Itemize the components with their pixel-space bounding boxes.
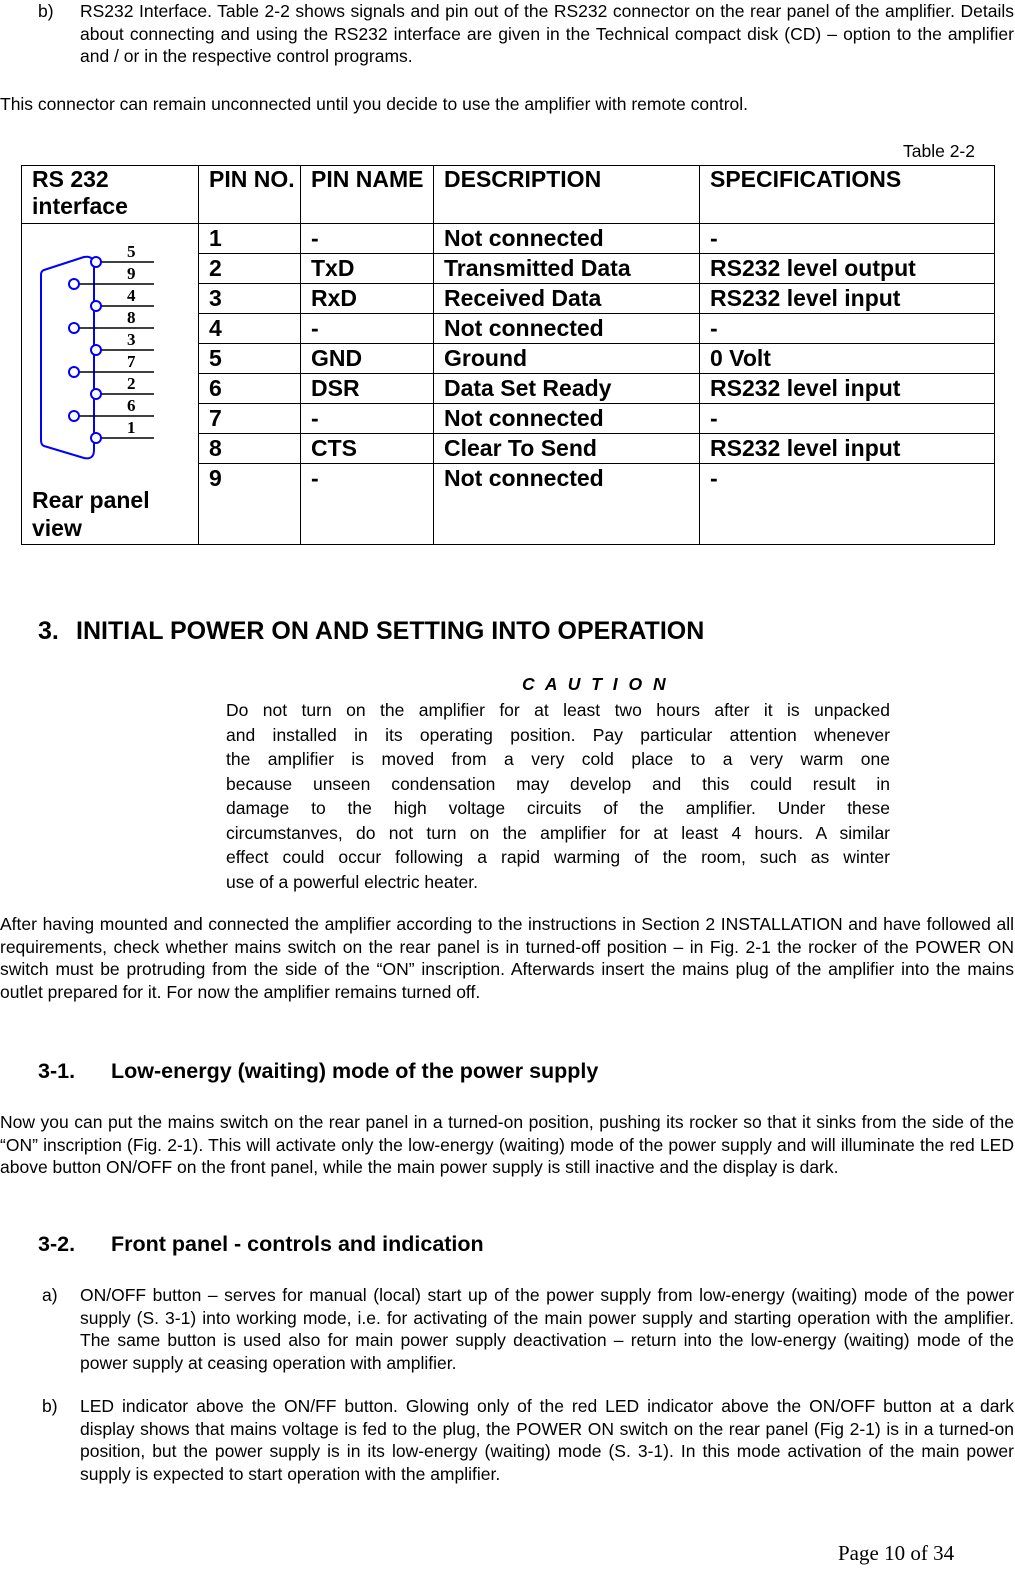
table-row — [22, 224, 995, 254]
pin-spec: RS232 level input — [700, 434, 995, 464]
pin-no: 6 — [199, 374, 301, 404]
section-3-body: After having mounted and connected the amplifier according to the instructions in Section 2 INSTALLATION and have followed all requirements, check whether mains switch on the rear panel is in turned-off position – in Fig. 2-1 the rocker of the POWER ON switch must be protruding from the side of the “ON” inscription. Afterwards insert the mains plug of the amplifier into the mains outlet prepared for it. For now the amplifier remains turned off. — [0, 914, 1014, 1002]
pin-description: Clear To Send — [434, 434, 700, 464]
pin-label: 5 — [127, 242, 136, 261]
pin-label: 1 — [127, 418, 136, 437]
pin-spec: - — [700, 224, 995, 254]
pin-no: 4 — [199, 314, 301, 344]
pin-description: Received Data — [434, 284, 700, 314]
header-description: DESCRIPTION — [434, 166, 700, 224]
pin-spec: 0 Volt — [700, 344, 995, 374]
pin-name: DSR — [301, 374, 434, 404]
page-number: Page 10 of 34 — [838, 1541, 955, 1565]
pin-name: RxD — [301, 284, 434, 314]
caution-text — [226, 698, 890, 894]
caution-line: Do not turn on the amplifier for at least two hours after it is unpacked — [226, 700, 890, 720]
pin-no: 9 — [199, 464, 301, 545]
section-3-title: INITIAL POWER ON AND SETTING INTO OPERATION — [76, 617, 705, 645]
item-b-letter: b) — [42, 1396, 58, 1416]
rs232-pinout-table — [21, 165, 995, 545]
pin-name: GND — [301, 344, 434, 374]
pin-description: Not connected — [434, 314, 700, 344]
pin-name: - — [301, 224, 434, 254]
caution-line: effect could occur following a rapid warming of the room, such as winter — [226, 847, 890, 867]
caution-line: the amplifier is moved from a very cold place to a very warm one — [226, 749, 890, 769]
pin-name: - — [301, 464, 434, 545]
caution-line: and installed in its operating position. Pay particular attention whenever — [226, 724, 890, 745]
pin-no: 5 — [199, 344, 301, 374]
table-header-row — [22, 166, 995, 224]
pin-no: 8 — [199, 434, 301, 464]
db9-connector-diagram — [22, 224, 198, 464]
section-3-2-title: Front panel - controls and indication — [111, 1232, 484, 1256]
item-a-letter: a) — [42, 1285, 58, 1305]
pin-description: Transmitted Data — [434, 254, 700, 284]
section-3-1-number: 3-1. — [38, 1059, 76, 1083]
pin-description: Data Set Ready — [434, 374, 700, 404]
item-a-text: ON/OFF button – serves for manual (local) start up of the power supply from low-energy (waiting) mode of the power supply (S. 3-1) into working mode, i.e. for activating of the main power supply and starting operation with the amplifier. The same button is used also for main power supply deactivation – return into the low-energy (waiting) mode of the power supply at ceasing operation with amplifier. — [80, 1285, 1014, 1373]
section-3-number: 3. — [38, 617, 59, 645]
pin-description: Not connected — [434, 464, 700, 545]
connector-shell-outline — [41, 257, 94, 459]
section-3-1-title: Low-energy (waiting) mode of the power supply — [111, 1059, 599, 1083]
header-pin-name: PIN NAME — [301, 166, 434, 224]
pin-label: 3 — [127, 330, 136, 349]
header-interface: RS 232 interface — [22, 166, 199, 224]
connector-note: This connector can remain unconnected until you decide to use the amplifier with remote control. — [0, 94, 749, 114]
rear-panel-view-label: Rear panel view — [32, 487, 150, 541]
header-specifications: SPECIFICATIONS — [700, 166, 995, 224]
pin-spec: RS232 level input — [700, 284, 995, 314]
intro-item-letter: b) — [38, 1, 54, 21]
item-b-text: LED indicator above the ON/FF button. Glowing only of the red LED indicator above the ON/OFF button at a dark display shows that mains voltage is fed to the plug, the POWER ON switch on the rear panel (Fig 2-1) is in a turned-on position, but the power supply is in its low-energy (waiting) mode (S. 3-1). In this mode activation of the main power supply is expected to start operation with the amplifier. — [80, 1396, 1014, 1484]
pin-no: 1 — [199, 224, 301, 254]
pin-label: 7 — [127, 352, 136, 371]
section-3-1-body: Now you can put the mains switch on the rear panel in a turned-on position, pushing its rocker so that it sinks from the side of the “ON” inscription (Fig. 2-1). This will activate only the low-energy (waiting) mode of the power supply and will illuminate the red LED above button ON/OFF on the front panel, while the main power supply is still inactive and the display is dark. — [0, 1112, 1014, 1177]
pin-label: 8 — [127, 308, 136, 327]
pin-spec: - — [700, 404, 995, 434]
pin-spec: RS232 level output — [700, 254, 995, 284]
pin-label: 6 — [127, 396, 136, 415]
header-pin-no: PIN NO. — [199, 166, 301, 224]
caution-title: C A U T I O N — [522, 674, 669, 694]
pin-label: 9 — [127, 264, 136, 283]
pin-spec: RS232 level input — [700, 374, 995, 404]
pin-description: Not connected — [434, 404, 700, 434]
caution-line: because unseen condensation may develop and this could result in — [226, 773, 890, 794]
pin-no: 7 — [199, 404, 301, 434]
pin-no: 3 — [199, 284, 301, 314]
pin-label: 2 — [127, 374, 136, 393]
pin-label: 4 — [127, 286, 136, 305]
pin-description: Not connected — [434, 224, 700, 254]
pin-spec: - — [700, 464, 995, 545]
pin-name: - — [301, 404, 434, 434]
pin-description: Ground — [434, 344, 700, 374]
pin-no: 2 — [199, 254, 301, 284]
caution-line: damage to the high voltage circuits of the amplifier. Under these — [226, 798, 890, 818]
connector-image-cell — [22, 224, 199, 545]
caution-line: use of a powerful electric heater. — [226, 871, 478, 892]
connector-pins — [69, 257, 154, 443]
pin-name: - — [301, 314, 434, 344]
section-3-2-number: 3-2. — [38, 1232, 76, 1256]
caution-line: circumstanves, do not turn on the amplifier for at least 4 hours. A similar — [226, 822, 890, 843]
pin-spec: - — [700, 314, 995, 344]
intro-item-text: RS232 Interface. Table 2-2 shows signals and pin out of the RS232 connector on the rear panel of the amplifier. Details about connecting and using the RS232 interface are given in the Technical compact disk (CD) – option to the amplifier and / or in the respective control programs. — [80, 1, 1014, 66]
pin-name: CTS — [301, 434, 434, 464]
table-caption: Table 2-2 — [903, 141, 975, 161]
pin-name: TxD — [301, 254, 434, 284]
